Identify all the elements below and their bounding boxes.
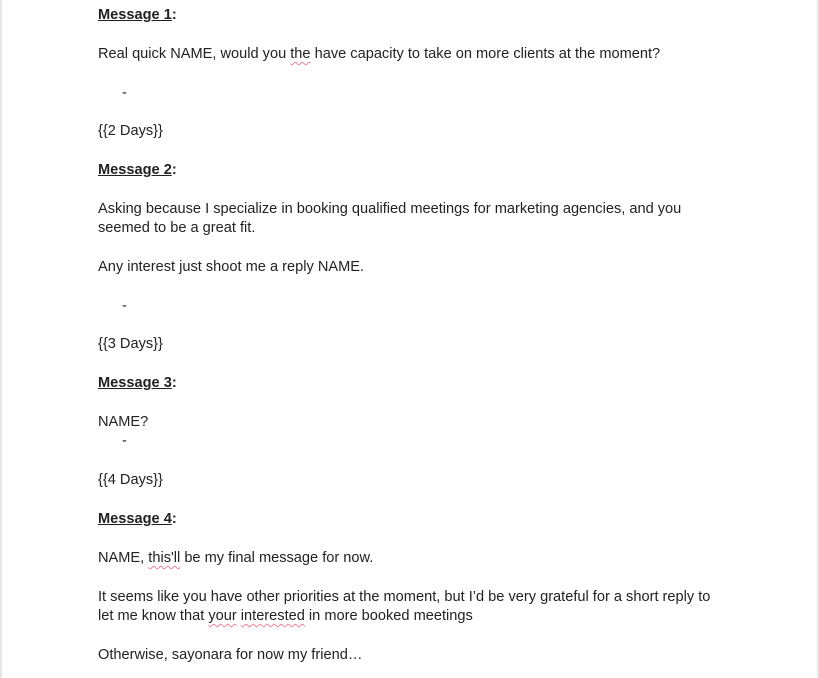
spellcheck-flag[interactable]: this'll — [148, 550, 181, 566]
message-2-paragraph-2: Any interest just shoot me a reply NAME. — [98, 259, 365, 275]
message-4-heading — [98, 510, 177, 529]
message-4-label: Message 4 — [98, 511, 172, 527]
message-1-text-part-b: have capacity to take on more clients at the moment? — [310, 46, 661, 62]
spellcheck-flag[interactable]: interested — [240, 608, 305, 624]
message-1-colon: : — [171, 7, 177, 23]
message-1-text-part-a: Real quick NAME, would you — [98, 46, 291, 62]
spellcheck-flag[interactable]: the — [290, 46, 311, 62]
separator-dash: - — [122, 298, 127, 314]
message-3-text: NAME? — [98, 414, 149, 430]
delay-2-days: {{2 Days}} — [98, 123, 163, 139]
message-4-paragraph-3: Otherwise, sayonara for now my friend… — [98, 647, 363, 663]
message-2-colon: : — [171, 162, 177, 178]
page-left-edge — [0, 0, 2, 678]
message-1-label: Message 1 — [98, 7, 172, 23]
message-1-heading — [98, 6, 177, 25]
message-4-paragraph-2 — [98, 588, 720, 626]
message-4-colon: : — [171, 511, 177, 527]
message-2-label: Message 2 — [98, 162, 172, 178]
message-1-text — [98, 45, 660, 64]
message-4-p2-part-a: It seems like you have other priorities at the moment, but I’d be very grateful for a short reply to let me know that — [98, 589, 711, 624]
message-3-colon: : — [171, 375, 177, 391]
message-4-paragraph-1 — [98, 549, 373, 568]
message-2-heading — [98, 161, 177, 180]
delay-4-days: {{4 Days}} — [98, 472, 163, 488]
separator-dash: - — [122, 433, 127, 449]
message-3-label: Message 3 — [98, 375, 172, 391]
message-4-p1-part-b: be my final message for now. — [180, 550, 374, 566]
separator-dash: - — [122, 85, 127, 101]
message-2-paragraph-1: Asking because I specialize in booking qualified meetings for marketing agencies, and you seemed to be a great fit. — [98, 201, 682, 236]
message-4-p2-part-b: in more booked meetings — [304, 608, 473, 624]
message-3-heading — [98, 374, 177, 393]
delay-3-days: {{3 Days}} — [98, 336, 163, 352]
spellcheck-flag[interactable]: your — [208, 608, 237, 624]
message-4-p1-part-a: NAME, — [98, 550, 149, 566]
